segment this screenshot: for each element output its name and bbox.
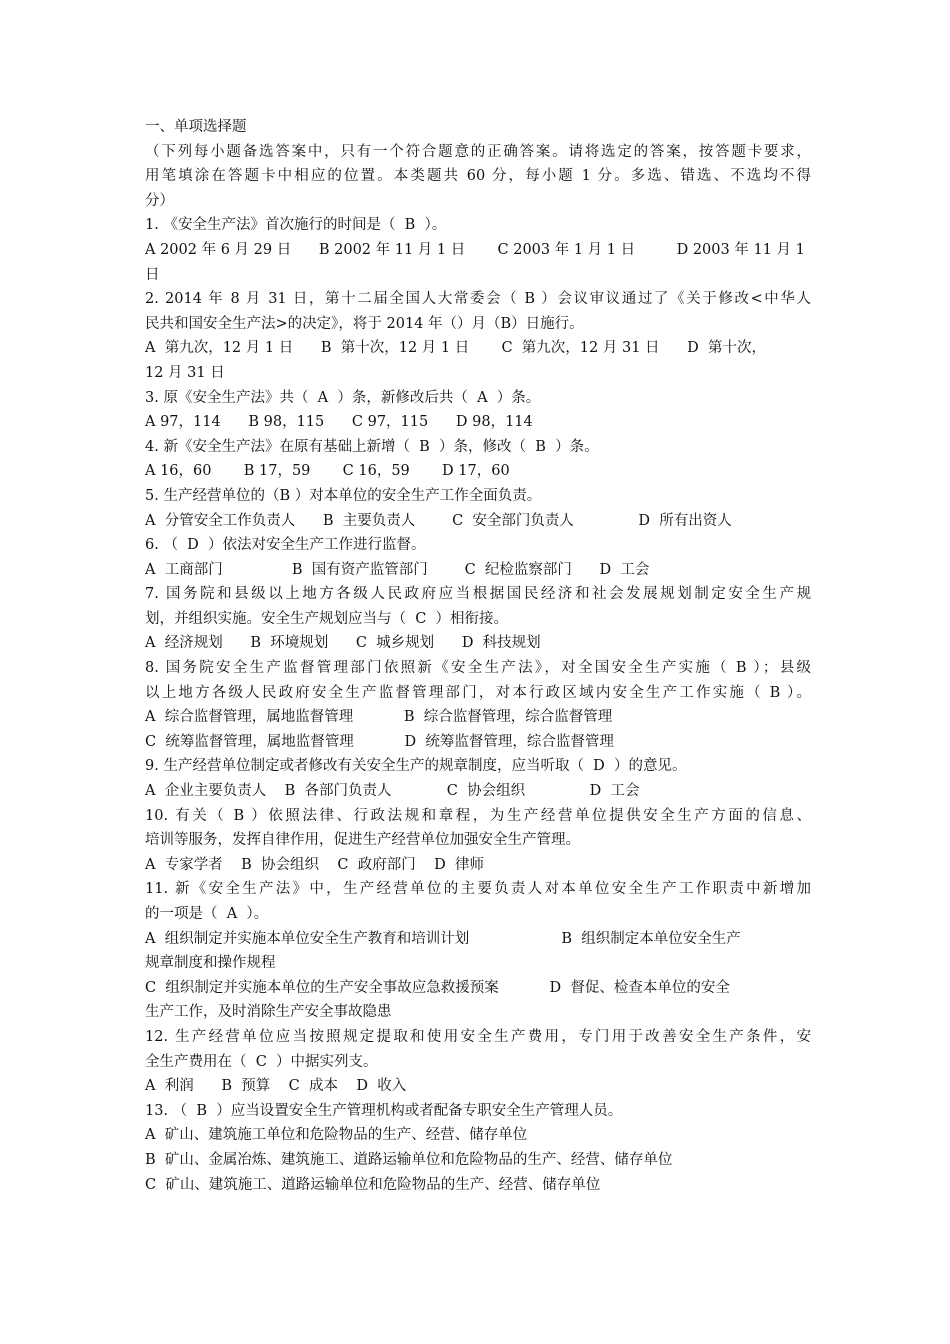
question-11-options: 生产工作，及时消除生产安全事故隐患 bbox=[145, 1004, 392, 1021]
question-1: 1. 《安全生产法》首次施行的时间是（ B ）。 bbox=[145, 217, 447, 234]
question-10: 培训等服务，发挥自律作用，促进生产经营单位加强安全生产管理。 bbox=[145, 832, 580, 849]
question-9: 9. 生产经营单位制定或者修改有关安全生产的规章制度，应当听取（ D ）的意见。 bbox=[145, 758, 687, 775]
question-1-options: 日 bbox=[145, 266, 160, 283]
question-12: 12. 生产经营单位应当按照规定提取和使用安全生产费用，专门用于改善安全生产条件，安 bbox=[145, 1028, 811, 1045]
question-12: 全生产费用在（ C ）中据实列支。 bbox=[145, 1053, 378, 1070]
question-7: 7. 国务院和县级以上地方各级人民政府应当根据国民经济和社会发展规划制定安全生产规 bbox=[145, 586, 811, 603]
question-1-options: A 2002 年 6 月 29 日 B 2002 年 11 月 1 日 C 2003 年 1 月 1 日 D 2003 年 11 月 1 bbox=[145, 241, 805, 258]
question-3-options: A 97，114 B 98，115 C 97，115 D 98，114 bbox=[145, 414, 533, 431]
question-4: 4. 新《安全生产法》在原有基础上新增（ B ）条，修改（ B ）条。 bbox=[145, 438, 599, 455]
question-5-options: A 分管安全工作负责人 B 主要负责人 C 安全部门负责人 D 所有出资人 bbox=[145, 512, 732, 529]
document-page bbox=[145, 115, 811, 1197]
question-13-options: B 矿山、金属冶炼、建筑施工、道路运输单位和危险物品的生产、经营、储存单位 bbox=[145, 1151, 673, 1168]
question-8: 以上地方各级人民政府安全生产监督管理部门，对本行政区域内安全生产工作实施（ B ）。 bbox=[145, 684, 811, 701]
question-11: 的一项是（ A ）。 bbox=[145, 906, 269, 922]
question-6: 6. （ D ）依法对安全生产工作进行监督。 bbox=[145, 537, 426, 554]
instructions-line: 分） bbox=[145, 192, 174, 209]
instructions-line: 用笔填涂在答题卡中相应的位置。本类题共 60 分，每小题 1 分。多选、错选、不选均不得 bbox=[145, 168, 811, 185]
question-2: 民共和国安全生产法>的决定》，将于 2014 年（）月（B）日施行。 bbox=[145, 315, 584, 332]
question-11-options: C 组织制定并实施本单位的生产安全事故应急救援预案 D 督促、检查本单位的安全 bbox=[145, 979, 730, 996]
question-11: 11. 新《安全生产法》中，生产经营单位的主要负责人对本单位安全生产工作职责中新增加 bbox=[145, 881, 811, 898]
question-5: 5. 生产经营单位的（B ）对本单位的安全生产工作全面负责。 bbox=[145, 487, 542, 504]
instructions-line: （下列每小题备选答案中，只有一个符合题意的正确答案。请将选定的答案，按答题卡要求， bbox=[145, 143, 811, 160]
section-heading: 一、单项选择题 bbox=[145, 119, 247, 135]
question-9-options: A 企业主要负责人 B 各部门负责人 C 协会组织 D 工会 bbox=[145, 783, 640, 800]
question-8-options: C 统筹监督管理，属地监督管理 D 统筹监督管理，综合监督管理 bbox=[145, 733, 614, 750]
question-2-options: A 第九次，12 月 1 日 B 第十次，12 月 1 日 C 第九次，12 月 31 日 D 第十次， bbox=[145, 340, 767, 357]
question-8: 8. 国务院安全生产监督管理部门依照新《安全生产法》，对全国安全生产实施（ B ）；县级 bbox=[145, 660, 811, 677]
question-2: 2. 2014 年 8 月 31 日，第十二届全国人大常委会（ B ）会议审议通过了《关于修改<中华人 bbox=[145, 291, 811, 308]
question-6-options: A 工商部门 B 国有资产监管部门 C 纪检监察部门 D 工会 bbox=[145, 561, 650, 578]
question-8-options: A 综合监督管理，属地监督管理 B 综合监督管理，综合监督管理 bbox=[145, 709, 613, 726]
question-10: 10. 有关（ B ）依照法律、行政法规和章程，为生产经营单位提供安全生产方面的信息、 bbox=[145, 807, 811, 824]
question-12-options: A 利润 B 预算 C 成本 D 收入 bbox=[145, 1078, 407, 1095]
question-13: 13. （ B ）应当设置安全生产管理机构或者配备专职安全生产管理人员。 bbox=[145, 1102, 623, 1119]
question-13-options: C 矿山、建筑施工、道路运输单位和危险物品的生产、经营、储存单位 bbox=[145, 1176, 601, 1193]
question-11-options: A 组织制定并实施本单位安全生产教育和培训计划 B 组织制定本单位安全生产 bbox=[145, 930, 741, 947]
question-11-options: 规章制度和操作规程 bbox=[145, 955, 276, 972]
question-2-options: 12 月 31 日 bbox=[145, 364, 225, 381]
question-3: 3. 原《安全生产法》共（ A ）条，新修改后共（ A ）条。 bbox=[145, 389, 541, 406]
question-4-options: A 16，60 B 17，59 C 16，59 D 17，60 bbox=[145, 463, 510, 480]
question-13-options: A 矿山、建筑施工单位和危险物品的生产、经营、储存单位 bbox=[145, 1127, 528, 1144]
question-7: 划，并组织实施。安全生产规划应当与（ C ）相衔接。 bbox=[145, 610, 509, 627]
question-7-options: A 经济规划 B 环境规划 C 城乡规划 D 科技规划 bbox=[145, 635, 541, 652]
question-10-options: A 专家学者 B 协会组织 C 政府部门 D 律师 bbox=[145, 856, 485, 873]
